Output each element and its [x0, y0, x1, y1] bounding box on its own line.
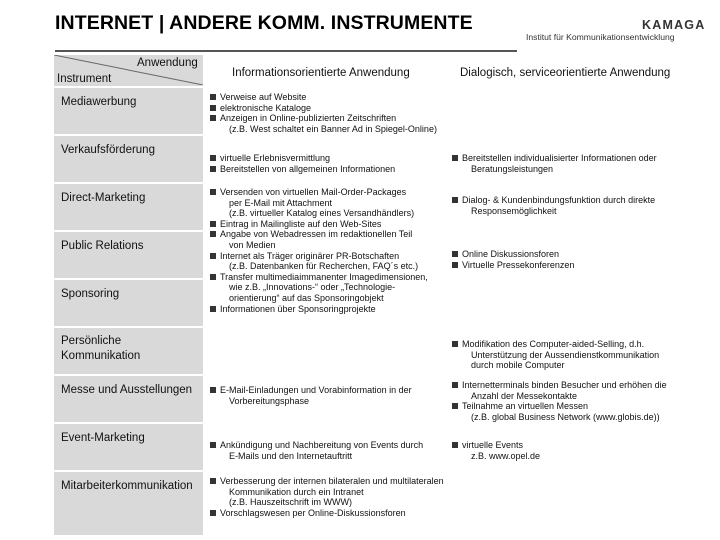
list-item-cont: E-Mails und den Internetauftritt	[229, 450, 353, 461]
row-label-messe: Messe und Ausstellungen	[61, 384, 193, 396]
list-item: Anzeigen in Online-publizierten Zeitschriften	[210, 113, 437, 124]
list-item: Modifikation des Computer-aided-Selling, d.h.	[452, 339, 659, 350]
list-item-cont: orientierung“ auf das Sponsoringobjekt	[229, 292, 384, 303]
row-label-persoenliche: Persönliche	[61, 335, 122, 347]
list-item: Transfer multimediaimmanenter Imagedimensionen,	[210, 272, 428, 283]
row-separator	[54, 182, 203, 184]
row-separator	[54, 326, 203, 328]
list-item-cont: per E-Mail mit Attachment	[229, 197, 333, 208]
row-separator	[54, 470, 203, 472]
direct-marketing-pr-sponsoring-info-list	[210, 187, 428, 314]
row-label-event-marketing: Event-Marketing	[61, 432, 145, 444]
list-item: virtuelle Events	[452, 440, 540, 451]
list-item: Bereitstellen von allgemeinen Informationen	[210, 164, 395, 175]
messe-info-list	[210, 385, 412, 406]
event-marketing-info-list	[210, 440, 423, 461]
direct-marketing-dialog-list	[452, 195, 655, 216]
list-item: Teilnahme an virtuellen Messen	[452, 401, 667, 412]
row-label-public-relations: Public Relations	[61, 240, 144, 252]
event-marketing-dialog-list	[452, 440, 540, 461]
persoenliche-kommunikation-dialog-list	[452, 339, 659, 371]
row-label-mediawerbung: Mediawerbung	[61, 96, 137, 108]
row-separator	[54, 230, 203, 232]
list-item-cont: (z.B. Hauszeitschrift im WWW)	[229, 497, 352, 508]
list-item: Eintrag in Mailingliste auf den Web-Sites	[210, 219, 428, 230]
row-label-mitarbeiterkommunikation: Mitarbeiterkommunikation	[61, 480, 193, 492]
list-item-cont: (z.B. virtueller Katalog eines Versandhändlers)	[229, 208, 415, 219]
corner-label-instrument: Instrument	[57, 73, 112, 85]
list-item: Virtuelle Pressekonferenzen	[452, 260, 574, 271]
public-relations-dialog-list	[452, 249, 574, 270]
list-item: E-Mail-Einladungen und Vorabinformation in der	[210, 385, 412, 396]
row-label-verkaufsfoerderung: Verkaufsförderung	[61, 144, 155, 156]
list-item: Angabe von Webadressen im redaktionellen Teil	[210, 229, 428, 240]
mitarbeiterkommunikation-info-list	[210, 476, 444, 518]
list-item-cont: (z.B. global Business Network (www.globis.de))	[471, 411, 660, 422]
list-item: virtuelle Erlebnisvermittlung	[210, 153, 395, 164]
page-title: INTERNET | ANDERE KOMM. INSTRUMENTE	[55, 12, 473, 34]
list-item-cont: wie z.B. „Innovations-“ oder „Technologie-	[229, 282, 396, 293]
row-separator	[54, 374, 203, 376]
row-separator	[54, 278, 203, 280]
logo-subtitle: Institut für Kommunikationsentwicklung	[526, 32, 675, 42]
list-item: Internetterminals binden Besucher und erhöhen die	[452, 380, 667, 391]
logo: KAMAGA	[642, 18, 706, 32]
column-header-info: Informationsorientierte Anwendung	[232, 67, 410, 79]
list-item-cont: durch mobile Computer	[471, 360, 565, 371]
row-label-sponsoring: Sponsoring	[61, 288, 120, 300]
list-item: Ankündigung und Nachbereitung von Events durch	[210, 440, 423, 451]
row-separator	[54, 86, 203, 88]
row-label-kommunikation: Kommunikation	[61, 350, 141, 362]
messe-dialog-list	[452, 380, 667, 422]
column-header-dialog: Dialogisch, serviceorientierte Anwendung	[460, 67, 671, 79]
header-divider	[55, 50, 517, 52]
list-item-cont: von Medien	[229, 239, 276, 250]
list-item: Online Diskussionsforen	[452, 249, 574, 260]
list-item: Verbesserung der internen bilateralen und multilateralen	[210, 476, 444, 487]
row-separator	[54, 134, 203, 136]
list-item-cont: Kommunikation durch ein Intranet	[229, 486, 364, 497]
list-item-cont: Responsemöglichkeit	[471, 205, 557, 216]
list-item: Bereitstellen individualisierter Informationen oder	[452, 153, 657, 164]
list-item-cont: Vorbereitungsphase	[229, 395, 310, 406]
list-item-cont: z.B. www.opel.de	[471, 450, 541, 461]
list-item: elektronische Kataloge	[210, 103, 437, 114]
list-item-cont: (z.B. West schaltet ein Banner Ad in Spiegel-Online)	[229, 123, 437, 134]
corner-label-anwendung: Anwendung	[137, 57, 198, 69]
list-item-cont: Anzahl der Messekontakte	[471, 390, 578, 401]
verkaufsfoerderung-dialog-list	[452, 153, 657, 174]
list-item: Verweise auf Website	[210, 92, 437, 103]
verkaufsfoerderung-info-list	[210, 153, 395, 174]
list-item-cont: Unterstützung der Aussendienstkommunikation	[471, 349, 660, 360]
list-item: Internet als Träger originärer PR-Botschaften	[210, 251, 428, 262]
list-item: Vorschlagswesen per Online-Diskussionsforen	[210, 508, 444, 519]
row-separator	[54, 422, 203, 424]
list-item: Versenden von virtuellen Mail-Order-Packages	[210, 187, 428, 198]
row-label-direct-marketing: Direct-Marketing	[61, 192, 146, 204]
list-item-cont: (z.B. Datenbanken für Recherchen, FAQ´s etc.)	[229, 261, 419, 272]
mediawerbung-info-list	[210, 92, 437, 134]
list-item: Dialog- & Kundenbindungsfunktion durch direkte	[452, 195, 655, 206]
list-item: Informationen über Sponsoringprojekte	[210, 304, 428, 315]
list-item-cont: Beratungsleistungen	[471, 163, 554, 174]
